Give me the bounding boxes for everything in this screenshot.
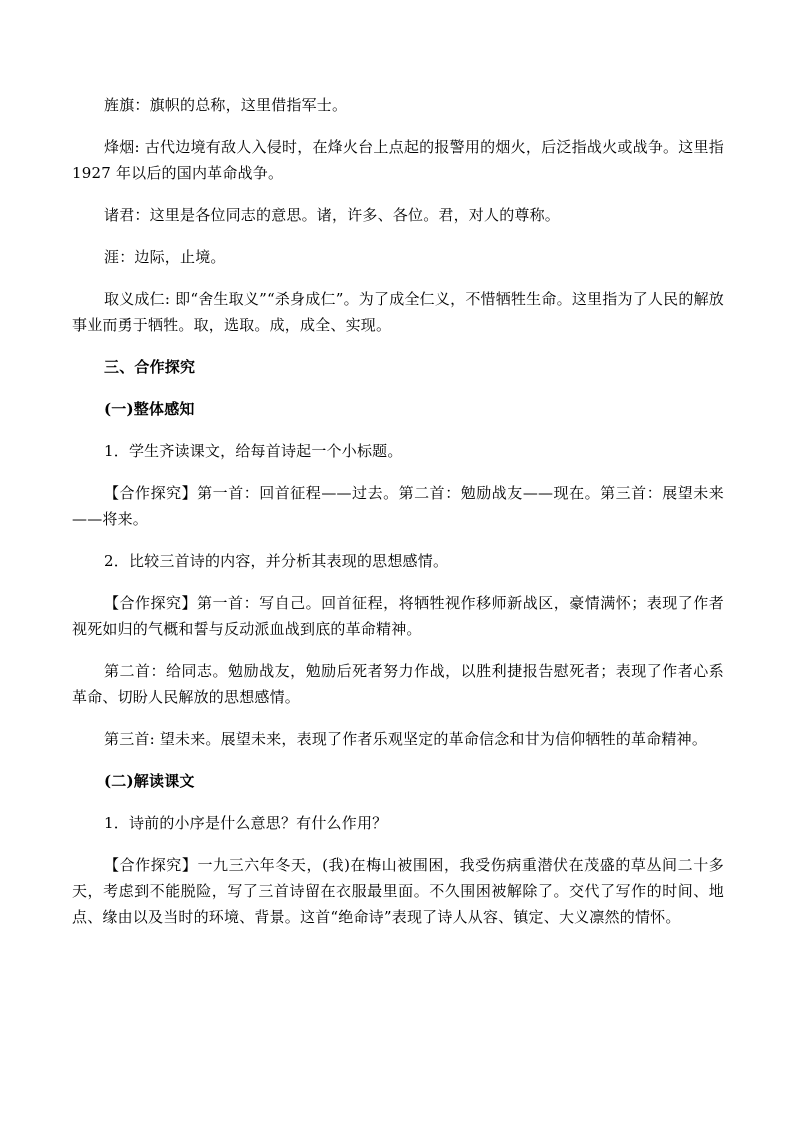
subsection-heading-overall-perception: (一)整体感知 [104,400,195,418]
question-preface: 1．诗前的小序是什么意思？有什么作用？ [104,814,388,832]
annotation-ya: 涯：边际，止境。 [104,248,226,266]
annotation-jingqi: 旌旗：旗帜的总称，这里借指军士。 [104,96,348,114]
annotation-fengyan: 烽烟: 古代边境有敌人入侵时，在烽火台上点起的报警用的烟火，后泛指战火或战争。这里指 1927 年以后的国内革命战争。 [72,138,724,182]
subsection-heading-text-reading: (二)解读课文 [104,772,195,790]
section-heading-cooperative-inquiry: 三、合作探究 [104,358,196,376]
answer-1-titles: 【合作探究】第一首：回首征程——过去。第二首：勉励战友——现在。第三首：展望未来——将来。 [72,484,724,528]
answer-2-second-poem: 第二首：给同志。勉励战友，勉励后死者努力作战，以胜利捷报告慰死者；表现了作者心系革命、切盼人民解放的思想感情。 [72,662,724,706]
document-body [72,92,724,946]
annotation-quyichengren: 取义成仁: 即“舍生取义”“杀身成仁”。为了成全仁义，不惜牺牲生命。这里指为了人民的解放事业而勇于牺牲。取，选取。成，成全、实现。 [72,290,724,334]
annotation-zhujun: 诸君：这里是各位同志的意思。诸，许多、各位。君，对人的尊称。 [104,206,561,224]
answer-2-first-poem: 【合作探究】第一首：写自己。回首征程，将牺牲视作移师新战区，豪情满怀；表现了作者视死如归的气概和誓与反动派血战到底的革命精神。 [72,594,724,638]
answer-2-third-poem: 第三首: 望未来。展望未来，表现了作者乐观坚定的革命信念和甘为信仰牺牲的革命精神。 [104,730,708,748]
question-1-titles: 1．学生齐读课文，给每首诗起一个小标题。 [104,442,403,460]
answer-preface: 【合作探究】一九三六年冬天，(我)在梅山被围困，我受伤病重潜伏在茂盛的草丛间二十多天，考虑到不能脱险，写了三首诗留在衣服最里面。不久围困被解除了。交代了写作的时间、地点、缘由以及当时的环境、背景。这首“绝命诗”表现了诗人从容、镇定、大义凛然的情怀。 [72,856,724,926]
question-2-compare: 2．比较三首诗的内容，并分析其表现的思想感情。 [104,552,449,570]
